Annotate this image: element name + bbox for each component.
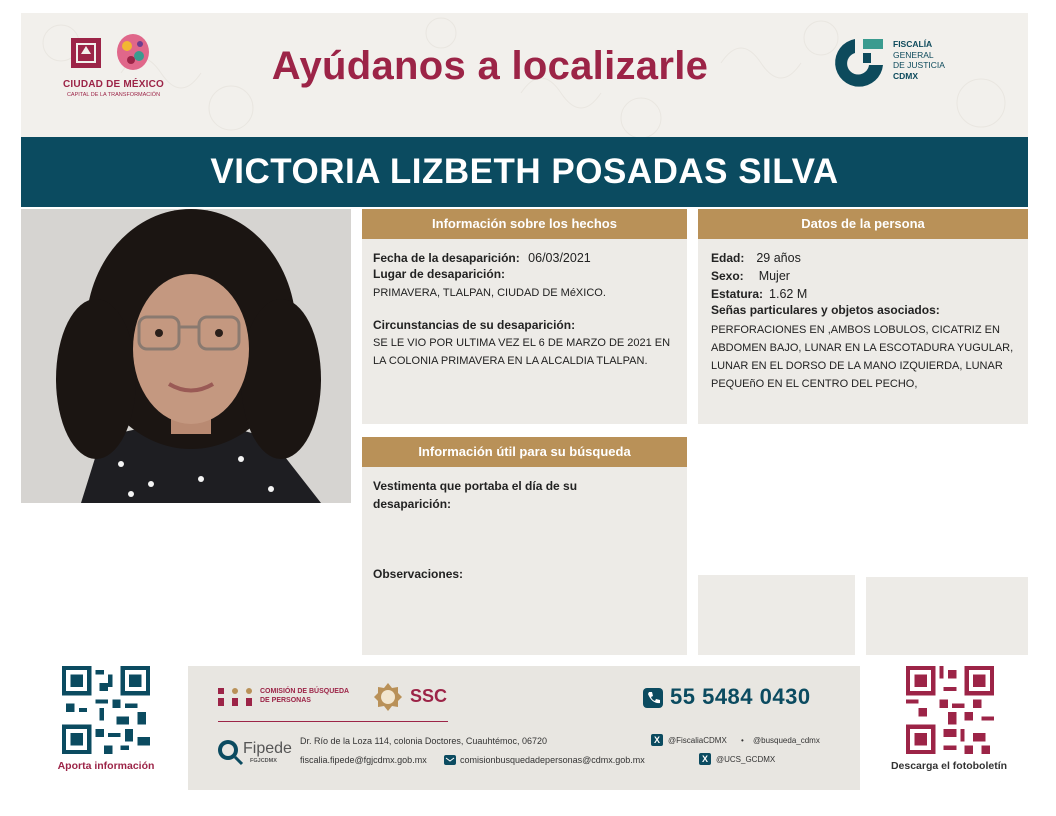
extra-photo-slot-2 [866,437,1028,655]
fgj-text [893,39,945,81]
fgj-line-4: CDMX [893,70,919,81]
social-separator: • [741,736,744,745]
datos-panel [698,209,1028,424]
fgj-logo [833,33,888,95]
senas-value: PERFORACIONES EN ,AMBOS LOBULOS, CICATRIZ EN ABDOMEN BAJO, LUNAR EN LA ESCOTADURA YUGULAR, LUNAR EN EL DORSO DE LA MANO IZQUIERDA, LUNAR PEQUEñO EN EL CENTRO DEL PECHO, [711,324,1014,390]
lugar-value: PRIMAVERA, TLALPAN, CIUDAD DE MéXICO. [373,287,606,299]
qr-code-fotoboletin[interactable] [906,666,994,754]
person-name: VICTORIA LIZBETH POSADAS SILVA [210,152,839,191]
fecha-label: Fecha de la desaparición: [373,251,520,265]
lugar-label: Lugar de desaparición: [373,267,506,281]
cdmx-title: CIUDAD DE MÉXICO [63,79,164,90]
extra-photo-slot-1 [698,437,855,655]
fgj-line-3: DE JUSTICIA [893,60,945,70]
page-headline: Ayúdanos a localizarle [271,44,709,88]
email-fipede[interactable]: fiscalia.fipede@fgjcdmx.gob.mx [300,755,427,765]
edad-label: Edad: [711,251,745,265]
edad-value: 29 años [756,251,801,265]
x-twitter-icon: X [699,753,711,765]
person-name-bar [21,137,1028,207]
social-busqueda[interactable]: @busqueda_cdmx [753,736,820,745]
phone-icon [643,688,663,708]
qr-code-aporta[interactable] [62,666,150,754]
fipede-label: Fipede [243,740,292,757]
hechos-title: Información sobre los hechos [362,209,687,239]
qr-right-caption: Descarga el fotoboletín [890,760,1008,772]
datos-title: Datos de la persona [698,209,1028,239]
fecha-value: 06/03/2021 [528,251,591,265]
address: Dr. Río de la Loza 114, colonia Doctores, Cuauhtémoc, 06720 [300,736,547,746]
comision-busqueda-text [260,687,370,705]
circunstancias-label: Circunstancias de su desaparición: [373,318,576,332]
estatura-value: 1.62 M [769,287,808,301]
sexo-label: Sexo: [711,269,744,283]
util-title: Información útil para su búsqueda [362,437,687,467]
hechos-panel [362,209,687,424]
mail-icon [444,755,456,765]
social-fiscalia[interactable]: @FiscaliaCDMX [668,736,727,745]
person-photo [21,209,351,503]
fgj-line-2: GENERAL [893,49,934,60]
qr-left-caption: Aporta información [57,760,155,772]
phone-number[interactable]: 55 5484 0430 [670,684,811,709]
observaciones-label: Observaciones: [373,567,464,581]
fipede-sub: FGJCDMX [250,758,277,764]
fipede-logo-icon [216,738,244,766]
cdmx-subtitle: CAPITAL DE LA TRANSFORMACIÓN [66,92,161,98]
comision-line-1: COMISIÓN DE BÚSQUEDA [260,688,350,695]
ssc-label: SSC [410,686,448,706]
estatura-label: Estatura: [711,287,764,301]
x-twitter-icon: X [651,734,663,746]
circunstancias-value: SE LE VIO POR ULTIMA VEZ EL 6 DE MARZO DE 2021 EN LA COLONIA PRIMAVERA EN LA ALCALDIA TLALPAN. [373,337,671,367]
senas-label: Señas particulares y objetos asociados: [711,303,940,317]
portrait-illustration [21,209,351,503]
ssc-badge-icon [373,682,403,712]
fgj-line-1: FISCALÍA [893,39,933,49]
contact-panel [188,666,860,790]
email-comision[interactable]: comisionbusquedadepersonas@cdmx.gob.mx [460,755,645,765]
comision-busqueda-logo [218,686,254,708]
sexo-value: Mujer [758,269,790,283]
util-panel [362,437,687,655]
vestimenta-label: Vestimenta que portaba el día de su desaparición: [373,479,578,511]
footer-divider [218,721,448,722]
comision-line-2: DE PERSONAS [260,697,311,704]
social-ucs[interactable]: @UCS_GCDMX [716,755,776,764]
